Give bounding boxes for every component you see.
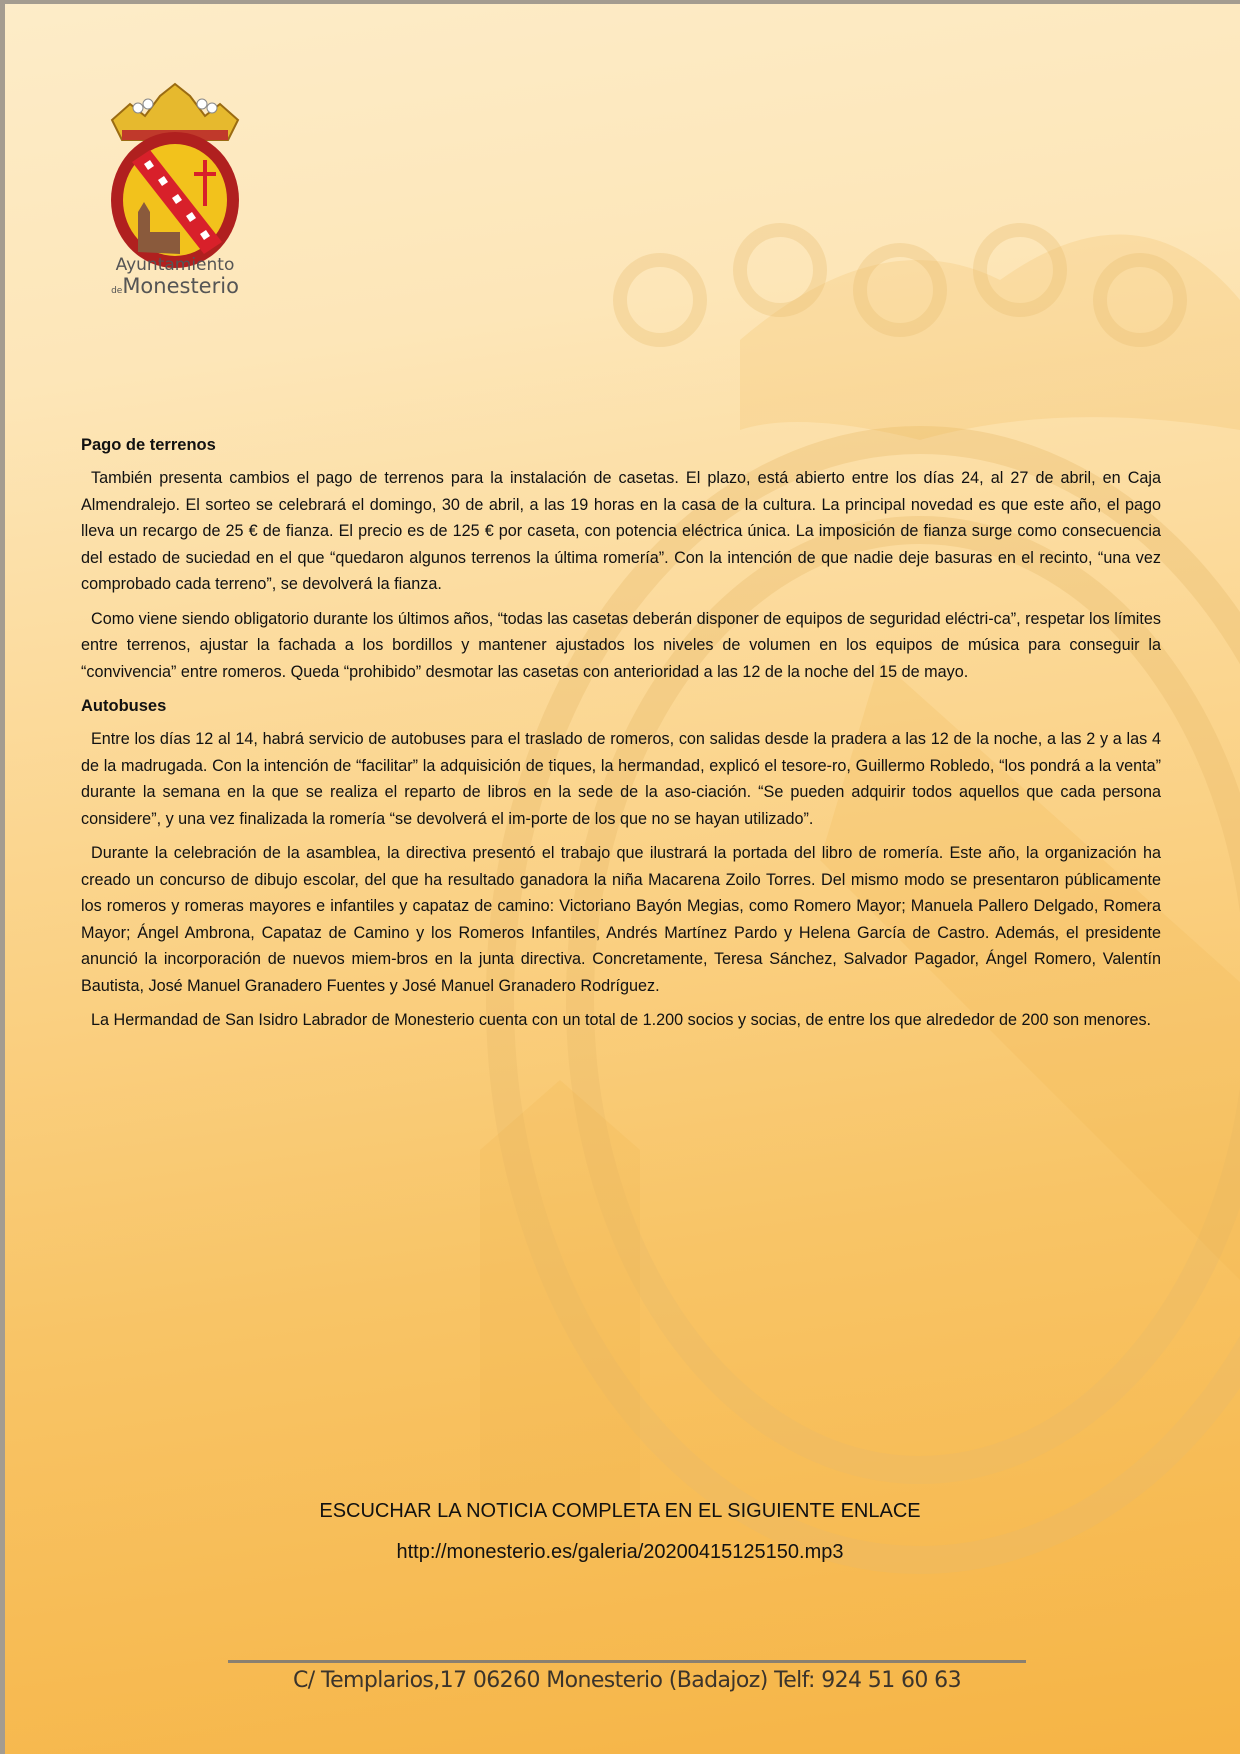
logo-line1: Ayuntamiento	[115, 255, 235, 275]
logo-monesterio: Monesterio	[122, 273, 239, 298]
article-body	[81, 432, 1161, 1042]
paragraph: La Hermandad de San Isidro Labrador de Monesterio cuenta con un total de 1.200 socios y socias, de entre los que alrededor de 200 son menores.	[91, 1011, 1152, 1029]
logo-de: de	[111, 285, 123, 296]
page-border-top	[0, 0, 1240, 4]
section-heading-autobuses: Autobuses	[81, 697, 167, 715]
paragraph: Entre los días 12 al 14, habrá servicio de autobuses para el traslado de romeros, con salidas desde la pradera a las 12 de la noche, a las 2 y a las 4 de la madrugada. Con la intención de “facilitar” la adquisición de tiques, la hermandad, explicó el tesore-ro, Guillermo Robledo, “los pondrá a la venta” durante la semana en la que se realiza el reparto de libros en la sede de la aso-ciación. “Se pueden adquirir todos aquellos que cada persona considere”, y una vez finalizada la romería “se devolverá el im-porte de los que no se hayan utilizado”.	[81, 730, 1161, 828]
paragraph: Durante la celebración de la asamblea, la directiva presentó el trabajo que ilustrará la portada del libro de romería. Este año, la organización ha creado un concurso de dibujo escolar, del que ha resultado ganadora la niña Macarena Zoilo Torres. Del mismo modo se presentaron públicamente los romeros y romeras mayores e infantiles y capataz de camino: Victoriano Bayón Megias, como Romero Mayor; Manuela Pallero Delgado, Romera Mayor; Ángel Ambrona, Capataz de Camino y los Romeros Infantiles, Andrés Martínez Pardo y Helena García de Castro. Además, el presidente anunció la incorporación de nuevos miem-bros en la junta directiva. Concretamente, Teresa Sánchez, Salvador Pagador, Ángel Romero, Valentín Bautista, José Manuel Granadero Fuentes y José Manuel Granadero Rodríguez.	[81, 844, 1161, 995]
audio-link[interactable]: http://monesterio.es/galeria/20200415125150.mp3	[396, 1541, 844, 1563]
page-border-left	[0, 0, 5, 1754]
logo-line2	[100, 275, 250, 298]
section-heading-pago-de-terrenos: Pago de terrenos	[81, 436, 216, 454]
footer-address: C/ Templarios,17 06260 Monesterio (Badajoz) Telf: 924 51 60 63	[293, 1668, 961, 1693]
logo-wordmark	[100, 256, 250, 298]
listen-section	[0, 1500, 1240, 1564]
footer-divider	[228, 1660, 1026, 1663]
listen-label: ESCUCHAR LA NOTICIA COMPLETA EN EL SIGUIENTE ENLACE	[319, 1500, 921, 1522]
paragraph: También presenta cambios el pago de terrenos para la instalación de casetas. El plazo, está abierto entre los días 24, al 27 de abril, en Caja Almendralejo. El sorteo se celebrará el domingo, 30 de abril, a las 19 horas en la casa de la cultura. La principal novedad es que este año, el pago lleva un recargo de 25 € de fianza. El precio es de 125 € por caseta, con potencia eléctrica única. La imposición de fianza surge como consecuencia del estado de suciedad en el que “quedaron algunos terrenos la última romería”. Con la intención de que nadie deje basuras en el recinto, “una vez comprobado cada terreno”, se devolverá la fianza.	[81, 469, 1161, 593]
paragraph: Como viene siendo obligatorio durante los últimos años, “todas las casetas deberán disponer de equipos de seguridad eléctri-ca”, respetar los límites entre terrenos, ajustar la fachada a los bordillos y mantener ajustados los niveles de volumen en los equipos de música para conseguir la “convivencia” entre romeros. Queda “prohibido” desmotar las casetas con anterioridad a las 12 de la noche del 15 de mayo.	[81, 609, 1161, 681]
